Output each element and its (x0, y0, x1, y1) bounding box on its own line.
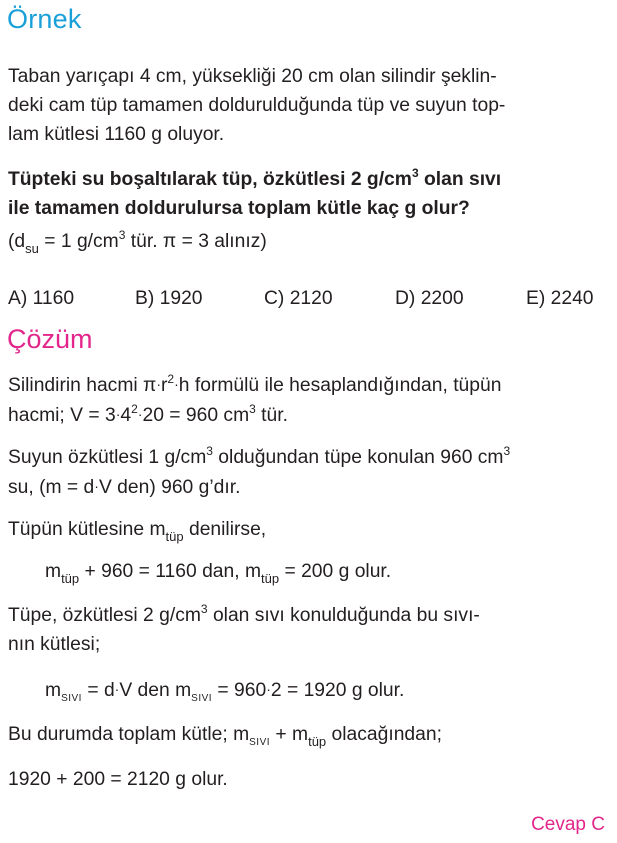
s1-text-c: h formülü ile hesaplandığından, tüpün (178, 375, 502, 396)
subscript-sivi: SIVI (249, 737, 271, 748)
s3-text-a: Tüpün kütlesine m (8, 519, 166, 540)
s4-eq-c: V den m (119, 680, 192, 701)
dot: · (156, 376, 161, 392)
s4-line-2: nın kütlesi; (8, 634, 101, 655)
exponent: 3 (206, 444, 213, 458)
s1-line-1 (8, 370, 501, 400)
subscript-sivi: SIVI (61, 693, 82, 704)
s2l2-text-a: su, (m = d (8, 477, 95, 498)
s1-line-2 (8, 400, 501, 430)
dot: · (174, 376, 179, 392)
s4-eq-d: = 960 (212, 680, 267, 701)
s3-eq-a: m (45, 561, 62, 582)
option-e[interactable]: E) 2240 (526, 288, 594, 309)
given-end: tür. π = 3 alınız) (125, 231, 267, 252)
s2l1-text-b: olduğundan tüpe konulan 960 cm (212, 447, 504, 468)
example-heading: Örnek (7, 4, 82, 34)
given-text (8, 227, 267, 256)
option-b[interactable]: B) 1920 (135, 288, 203, 309)
s4-text-b: olan sıvı konulduğunda bu sıvı- (207, 605, 480, 626)
s2l1-text-a: Suyun özkütlesi 1 g/cm (8, 447, 207, 468)
s5-text-b: + m (270, 724, 309, 745)
question-line-1a: Tüpteki su boşaltılarak tüp, özkütlesi 2 g/cm (8, 169, 412, 190)
problem-line-3: lam kütlesi 1160 g oluyor. (8, 124, 225, 145)
s5-text-a: Bu durumda toplam kütle; m (8, 724, 250, 745)
exponent: 2 (131, 402, 138, 416)
s2-line-2 (8, 472, 510, 502)
solution-heading: Çözüm (7, 324, 93, 354)
solution-step-4 (8, 601, 480, 659)
s4-eq-e: 2 = 1920 g olur. (270, 680, 405, 701)
option-a[interactable]: A) 1160 (8, 288, 75, 309)
s3-text-b: denilirse, (183, 519, 267, 540)
problem-text (8, 62, 505, 149)
problem-line-2: deki cam tüp tamamen doldurulduğunda tüp ve suyun top- (8, 95, 506, 116)
dot: · (115, 406, 121, 422)
subscript-tup: tüp (61, 571, 80, 586)
solution-step-3-equation (45, 557, 391, 586)
given-mid: = 1 g/cm (38, 231, 119, 252)
question-line-1b: olan sıvı (418, 169, 502, 190)
s4-text-a: Tüpe, özkütlesi 2 g/cm (8, 605, 201, 626)
given-sub: su (25, 241, 39, 256)
s3-eq-c: = 200 g olur. (279, 561, 392, 582)
exponent: 3 (118, 228, 126, 242)
problem-line-1: Taban yarıçapı 4 cm, yüksekliği 20 cm olan silindir şeklin- (8, 66, 497, 87)
s2-text-a: hacmi; V = 3 (8, 405, 116, 426)
subscript-tup: tüp (165, 529, 184, 544)
s4-line-1 (8, 601, 480, 630)
question-text (8, 165, 501, 223)
subscript-tup: tüp (308, 734, 327, 749)
s2-text-b: 4 (120, 405, 132, 426)
s3-eq-b: + 960 = 1160 dan, m (79, 561, 262, 582)
given-open: (d (8, 231, 26, 252)
exponent: 3 (249, 402, 256, 416)
dot: · (94, 478, 99, 494)
s5-text-c: olacağından; (326, 724, 442, 745)
s1-text-b: r (161, 375, 168, 396)
s2l2-text-b: V den) 960 g’dır. (98, 477, 241, 498)
s2-text-c: 20 = 960 cm (142, 405, 250, 426)
exponent: 3 (503, 444, 511, 458)
exponent: 3 (200, 602, 208, 616)
solution-step-5 (8, 720, 442, 749)
answer-label: Cevap C (531, 814, 605, 835)
subscript-sivi: SIVI (191, 693, 213, 704)
s4-eq-b: = d (81, 680, 115, 701)
solution-step-2 (8, 443, 510, 502)
solution-final: 1920 + 200 = 2120 g olur. (8, 769, 228, 790)
question-line-1 (8, 165, 501, 194)
exponent: 3 (411, 166, 419, 180)
dot: · (137, 406, 143, 422)
solution-step-4-equation (45, 675, 404, 705)
question-line-2: ile tamamen doldurulursa toplam kütle kaç g olur? (8, 198, 470, 219)
dot: · (114, 681, 120, 697)
exponent: 2 (167, 372, 175, 386)
solution-step-1 (8, 370, 501, 430)
s2-text-d: tür. (255, 405, 288, 426)
s4-eq-a: m (45, 680, 62, 701)
option-d[interactable]: D) 2200 (395, 288, 464, 309)
subscript-tup: tüp (261, 571, 280, 586)
s2-line-1 (8, 443, 510, 472)
solution-step-3-intro (8, 515, 266, 544)
s1-text-a: Silindirin hacmi π (8, 375, 157, 396)
dot: · (266, 681, 271, 697)
option-c[interactable]: C) 2120 (264, 288, 333, 309)
